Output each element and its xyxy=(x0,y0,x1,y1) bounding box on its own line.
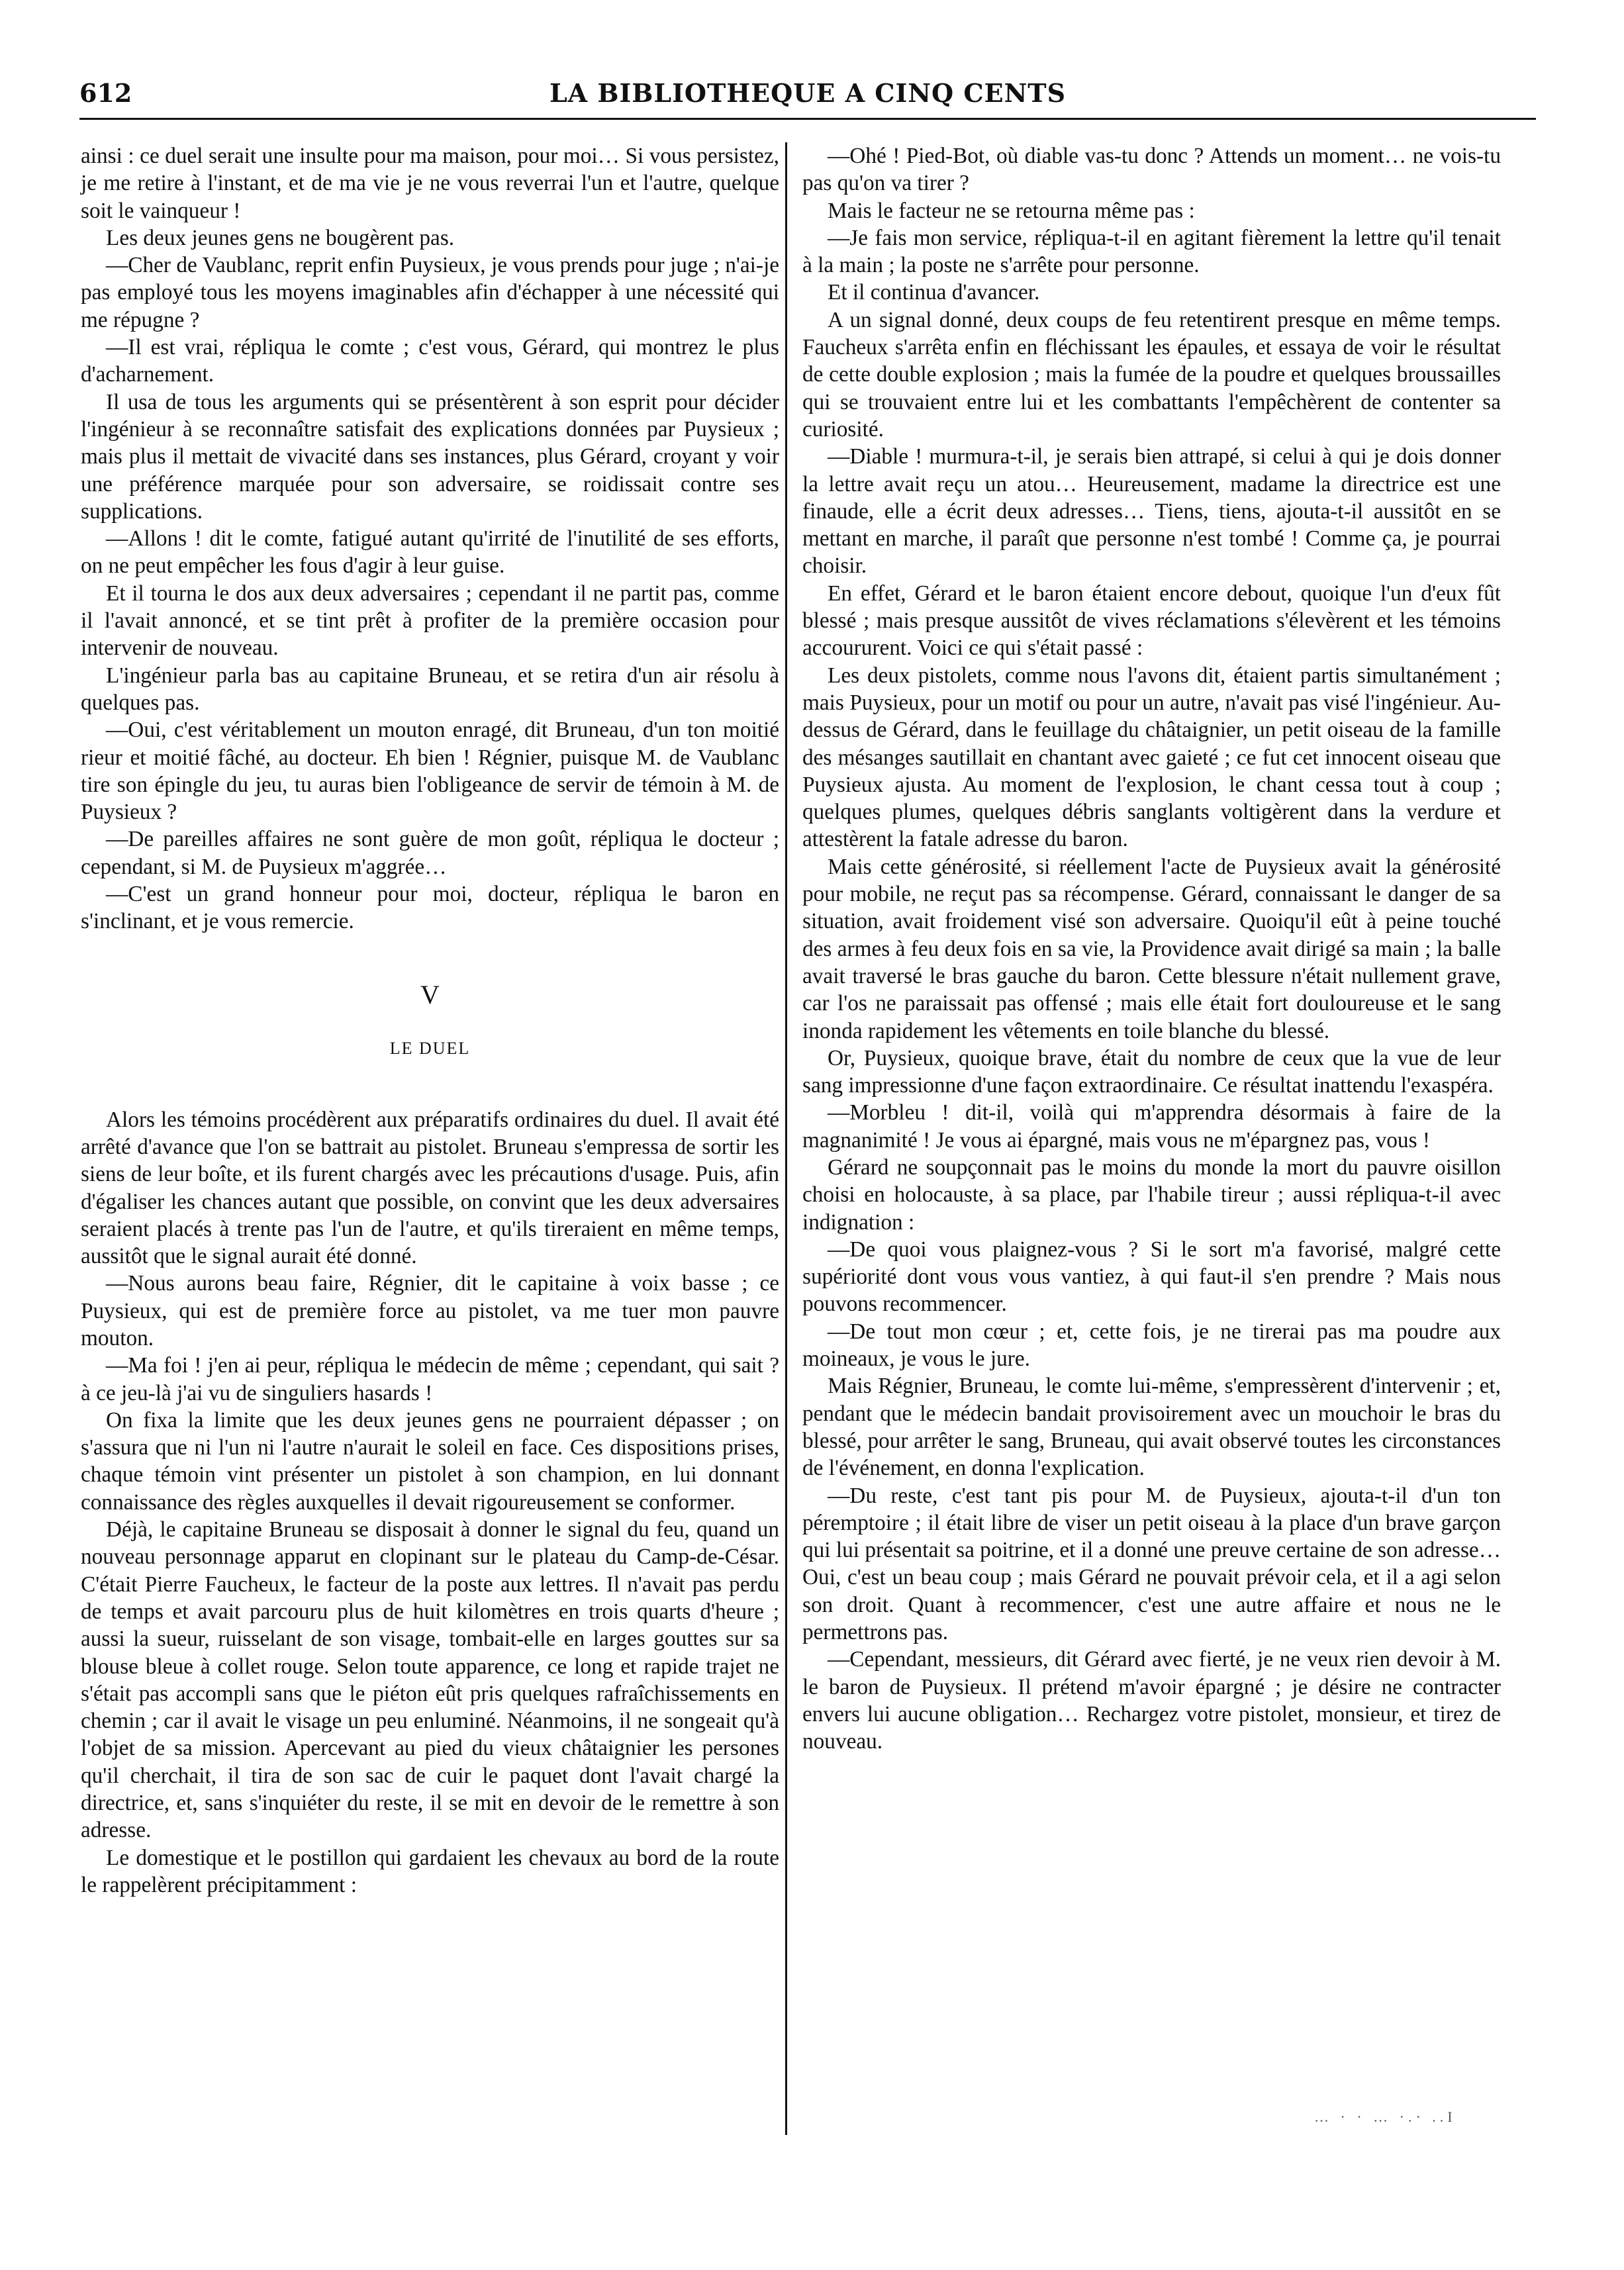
paragraph: Alors les témoins procédèrent aux préparatifs ordinaires du duel. Il avait été arrêté d'avance que l'on se battrait au pistolet. Bruneau s'empressa de sortir les siens de leur boîte, et ils furent chargés avec les précautions d'usage. Puis, afin d'égaliser les chances autant que possible, on convint que les deux adversaires seraient placés à trente pas l'un de l'autre, et qu'ils tireraient en même temps, aussitôt que le signal aurait été donné. xyxy=(81,1107,779,1269)
paragraph: —C'est un grand honneur pour moi, docteur, répliqua le baron en s'inclinant, et je vous remercie. xyxy=(81,882,779,934)
paragraph: L'ingénieur parla bas au capitaine Bruneau, et se retira d'un air résolu à quelques pas. xyxy=(81,663,779,715)
running-title: LA BIBLIOTHEQUE A CINQ CENTS xyxy=(549,78,1067,108)
paragraph: —Il est vrai, répliqua le comte ; c'est vous, Gérard, qui montrez le plus d'acharnement. xyxy=(81,335,779,387)
footer-mark: … · · … ·.· ..I xyxy=(1314,2108,1457,2125)
paragraph: —Allons ! dit le comte, fatigué autant qu'irrité de l'inutilité de ses efforts, on ne peut empêcher les fous d'agir à leur guise. xyxy=(81,526,779,579)
paragraph: A un signal donné, deux coups de feu retentirent presque en même temps. Faucheux s'arrêta enfin en fléchissant les épaules, et essaya de voir le résultat de cette double explosion ; mais la fumée de la poudre et quelques broussailles qui se trouvaient entre lui et les combattants l'empêchèrent de contenter sa curiosité. xyxy=(802,307,1501,442)
paragraph: —Cependant, messieurs, dit Gérard avec fierté, je ne veux rien devoir à M. le baron de Puysieux. Il prétend m'avoir épargné ; je désire ne contracter envers lui aucune obligation… Rechargez votre pistolet, monsieur, et tirez de nouveau. xyxy=(802,1647,1501,1754)
paragraph: Déjà, le capitaine Bruneau se disposait à donner le signal du feu, quand un nouveau personnage apparut en clopinant sur le plateau du Camp-de-César. C'était Pierre Faucheux, le facteur de la poste aux lettres. Il n'avait pas perdu de temps et avait parcouru plus de huit kilomètres en trois quarts d'heure ; aussi la sueur, ruisselant de son visage, tombait-elle en larges gouttes sur sa blouse bleue à collet rouge. Selon toute apparence, ce long et rapide trajet ne s'était pas accompli sans que le piéton eût pris quelques rafraîchissements en chemin ; car il avait le visage un peu enluminé. Néanmoins, il ne songeait qu'à l'objet de sa mission. Apercevant au pied du vieux châtaignier les persones qu'il cherchait, il tira de son sac de cuir le paquet dont l'avait chargé la directrice, et, sans s'inquiéter du reste, il se mit en devoir de le remettre à son adresse. xyxy=(81,1517,779,1843)
paragraph: Gérard ne soupçonnait pas le moins du monde la mort du pauvre oisillon choisi en holocauste, à sa place, par l'habile tireur ; aussi répliqua-t-il avec indignation : xyxy=(802,1155,1501,1235)
paragraph: —Cher de Vaublanc, reprit enfin Puysieux, je vous prends pour juge ; n'ai-je pas employé tous les moyens imaginables afin d'échapper à une nécessité qui me répugne ? xyxy=(81,253,780,332)
right-column-text xyxy=(802,142,1501,1756)
paragraph: —De pareilles affaires ne sont guère de mon goût, répliqua le docteur ; cependant, si M. de Puysieux m'aggrée… xyxy=(81,827,779,879)
paragraph: Mais le facteur ne se retourna même pas : xyxy=(828,198,1195,223)
paragraph: —Nous aurons beau faire, Régnier, dit le capitaine à voix basse ; ce Puysieux, qui est de première force au pistolet, va me tuer mon pauvre mouton. xyxy=(81,1271,779,1350)
paragraph: Le domestique et le postillon qui gardaient les chevaux au bord de la route le rappelèrent précipitamment : xyxy=(81,1845,779,1897)
chapter-title: LE DUEL xyxy=(389,1038,471,1058)
paragraph: —De tout mon cœur ; et, cette fois, je ne tirerai pas ma poudre aux moineaux, je vous le jure. xyxy=(802,1319,1501,1372)
paragraph: —Ma foi ! j'en ai peur, répliqua le médecin de même ; cependant, qui sait ? à ce jeu-là j'ai vu de singuliers hasards ! xyxy=(81,1353,779,1405)
paragraph: ainsi : ce duel serait une insulte pour ma maison, pour moi… Si vous persistez, je me retire à l'instant, et de ma vie je ne vous reverrai l'un et l'autre, quelque soit le vainqueur ! xyxy=(81,144,779,223)
paragraph: Les deux jeunes gens ne bougèrent pas. xyxy=(106,225,455,250)
paragraph: —Du reste, c'est tant pis pour M. de Puysieux, ajouta-t-il d'un ton péremptoire ; il était libre de viser un petit oiseau à la place d'un brave garçon qui lui présentait sa poitrine, et il a donné une preuve certaine de son adresse… Oui, c'est un beau coup ; mais Gérard ne pouvait prévoir cela, et il a agi selon son droit. Quant à recommencer, c'est une autre affaire et nous ne le permettrons pas. xyxy=(802,1483,1501,1645)
page-header xyxy=(79,78,1536,120)
paragraph: En effet, Gérard et le baron étaient encore debout, quoique l'un d'eux fût blessé ; mais presque aussitôt de vives réclamations s'élevèrent et les témoins accoururent. Voici ce qui s'était passé : xyxy=(802,581,1501,661)
paragraph: On fixa la limite que les deux jeunes gens ne pourraient dépasser ; on s'assura que ni l'un ni l'autre n'aurait le soleil en face. Ces dispositions prises, chaque témoin vint présenter un pistolet à son champion, en lui donnant connaissance des règles auxquelles il devait rigoureusement se conformer. xyxy=(81,1407,779,1515)
paragraph: —Je fais mon service, répliqua-t-il en agitant fièrement la lettre qu'il tenait à la main ; la poste ne s'arrête pour personne. xyxy=(802,225,1501,278)
right-column xyxy=(802,142,1501,1756)
paragraph: —De quoi vous plaignez-vous ? Si le sort m'a favorisé, malgré cette supériorité dont vous vous vantiez, à qui faut-il s'en prendre ? Mais nous pouvons recommencer. xyxy=(802,1237,1501,1317)
paragraph: Mais Régnier, Bruneau, le comte lui-même, s'empressèrent d'intervenir ; et, pendant que le médecin bandait provisoirement avec un mouchoir le bras du blessé, pour arrêter le sang, Bruneau, qui avait observé toutes les circonstances de l'événement, en donna l'explication. xyxy=(802,1374,1501,1481)
left-column xyxy=(81,142,779,1899)
paragraph: Les deux pistolets, comme nous l'avons dit, étaient partis simultanément ; mais Puysieux, pour un motif ou pour un autre, n'avait pas visé l'ingénieur. Au-dessus de Gérard, dans le feuillage du châtaignier, un petit oiseau de la famille des mésanges sautillait en chantant avec gaieté ; ce fut cet innocent oiseau que Puysieux ajusta. Au moment de l'explosion, le chant cessa tout à coup ; quelques plumes, quelques débris sanglants voltigèrent dans la verdure et attestèrent la fatale adresse du baron. xyxy=(802,663,1501,852)
paragraph: —Morbleu ! dit-il, voilà qui m'apprendra désormais à faire de la magnanimité ! Je vous ai épargné, mais vous ne m'épargnez pas, vous ! xyxy=(802,1100,1501,1153)
paragraph: Il usa de tous les arguments qui se présentèrent à son esprit pour décider l'ingénieur à se reconnaître satisfait des explications données par Puysieux ; mais plus il mettait de vivacité dans ses instances, plus Gérard, croyant y voir une préférence marquée pour son adversaire, se roidissait contre ses supplications. xyxy=(81,389,779,524)
paragraph: —Ohé ! Pied-Bot, où diable vas-tu donc ? Attends un moment… ne vois-tu pas qu'on va tirer ? xyxy=(802,144,1501,196)
paragraph: —Diable ! murmura-t-il, je serais bien attrapé, si celui à qui je dois donner la lettre avait reçu un atou… Heureusement, madame la directrice est une finaude, elle a écrit deux adresses… Tiens, tiens, ajouta-t-il aussitôt en se mettant en marche, il paraît que personne n'est tombé ! Comme ça, je pourrai choisir. xyxy=(802,444,1501,579)
paragraph: Et il tourna le dos aux deux adversaires ; cependant il ne partit pas, comme il l'avait annoncé, et se tint prêt à profiter de la première occasion pour intervenir de nouveau. xyxy=(81,581,779,661)
paragraph: Et il continua d'avancer. xyxy=(828,280,1040,305)
page-number: 612 xyxy=(79,78,132,108)
left-column-text-after xyxy=(81,1106,779,1899)
left-column-text-before xyxy=(81,142,779,935)
chapter-number: V xyxy=(420,979,440,1010)
paragraph: Or, Puysieux, quoique brave, était du nombre de ceux que la vue de leur sang impressionne d'une façon extraordinaire. Ce résultat inattendu l'exaspéra. xyxy=(802,1045,1501,1098)
paragraph: —Oui, c'est véritablement un mouton enragé, dit Bruneau, d'un ton moitié rieur et moitié fâché, au docteur. Eh bien ! Régnier, puisque M. de Vaublanc tire son épingle du jeu, tu auras bien l'obligeance de servir de témoin à M. de Puysieux ? xyxy=(81,718,779,825)
column-divider xyxy=(785,142,787,2135)
paragraph: Mais cette générosité, si réellement l'acte de Puysieux avait la générosité pour mobile, ne reçut pas sa récompense. Gérard, connaissant le danger de sa situation, avait froidement visé son adversaire. Quoiqu'il eût à peine touché des armes à feu deux fois en sa vie, la Providence avait dirigé sa main ; la balle avait traversé le bras gauche du baron. Cette blessure n'était nullement grave, car l'os ne paraissait pas offensé ; mais elle était fort douloureuse et le sang inonda rapidement les vêtements en toile blanche du blessé. xyxy=(802,854,1501,1043)
